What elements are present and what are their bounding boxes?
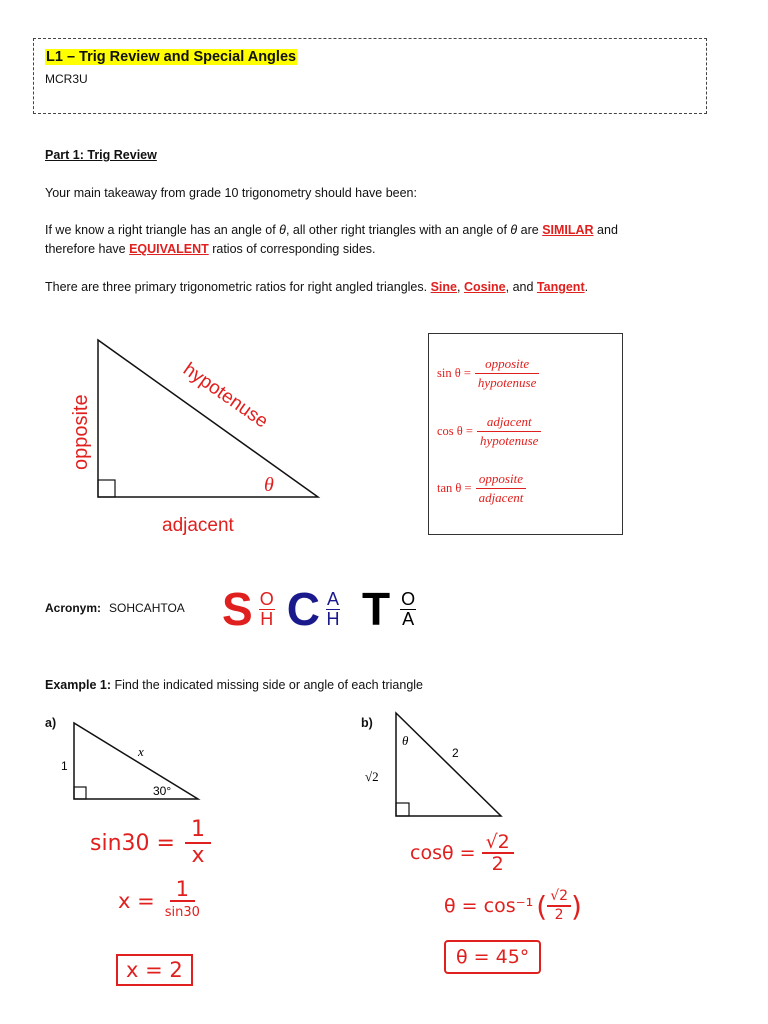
triangle-a (50, 715, 220, 810)
side-1-label: 1 (61, 759, 68, 773)
triangle-b (360, 705, 520, 820)
tangent-keyword: Tangent (536, 280, 585, 294)
tangent-ratio: tan θ = $\frac{\text{opposite}}{\text{adjacent}}$ (437, 471, 526, 506)
acronym-s-fraction: O H (259, 588, 274, 629)
work-a-line1: sin30 = $\frac{1}{x}$ (90, 818, 211, 868)
cosine-keyword: Cosine (463, 280, 506, 294)
work-a-line2: x = 1 sin30 (118, 877, 200, 920)
acronym-t-fraction: O A (401, 588, 416, 629)
example-a-label: a) (45, 716, 57, 730)
opposite-label: opposite (70, 394, 92, 470)
example-b-label: b) (361, 716, 373, 730)
acronym-c: C (286, 583, 320, 635)
work-b-line2: θ = cos⁻¹ ( √2 2 ) (444, 888, 582, 923)
hyp-2-label: 2 (452, 746, 459, 760)
hypotenuse-label: hypotenuse (179, 358, 272, 433)
acronym-label: Acronym: SOHCAHTOA (45, 601, 185, 615)
sohcahtoa-graphic (222, 583, 416, 635)
similar-paragraph: If we know a right triangle has an angle of θ, all other right triangles with an angle of θ are SIMILAR and therefore have EQUIVALENT ratios of corresponding sides. (45, 223, 618, 256)
part1-heading: Part 1: Trig Review (45, 148, 157, 162)
ratio-definitions-box (428, 333, 623, 535)
acronym-t: T (361, 583, 391, 635)
theta-b-label: θ (402, 733, 409, 748)
equivalent-keyword: EQUIVALENT (129, 242, 209, 256)
acronym-c-fraction: A H (326, 588, 340, 629)
sine-ratio: sin θ = $\frac{\text{opposite}}{\text{hypotenuse}}$ (437, 356, 539, 391)
intro-text: Your main takeaway from grade 10 trigonometry should have been: (45, 186, 417, 200)
primary-ratios-text: There are three primary trigonometric ratios for right angled triangles. Sine, Cosine, and Tangent. (45, 280, 589, 294)
angle-30-label: 30° (153, 784, 172, 798)
cosine-ratio: cos θ = $\frac{\text{adjacent}}{\text{hypotenuse}}$ (437, 414, 541, 449)
root2-label: √2 (365, 769, 379, 784)
sine-keyword: Sine (430, 280, 457, 294)
answer-a-box: x = 2 (116, 954, 193, 986)
adjacent-label: adjacent (162, 515, 234, 536)
page-title: L1 – Trig Review and Special Angles (46, 49, 297, 65)
example1-title: Example 1: Find the indicated missing side or angle of each triangle (45, 678, 424, 692)
theta-label: θ (264, 474, 274, 496)
work-b-line1: cosθ = $\frac{√2}{2}$ (410, 832, 514, 874)
acronym-s: S (222, 583, 253, 635)
hyp-x-label: x (138, 744, 144, 759)
main-triangle (0, 320, 420, 550)
answer-b-box: θ = 45° (444, 940, 541, 974)
course-code: MCR3U (45, 72, 88, 86)
similar-keyword: SIMILAR (542, 223, 594, 237)
